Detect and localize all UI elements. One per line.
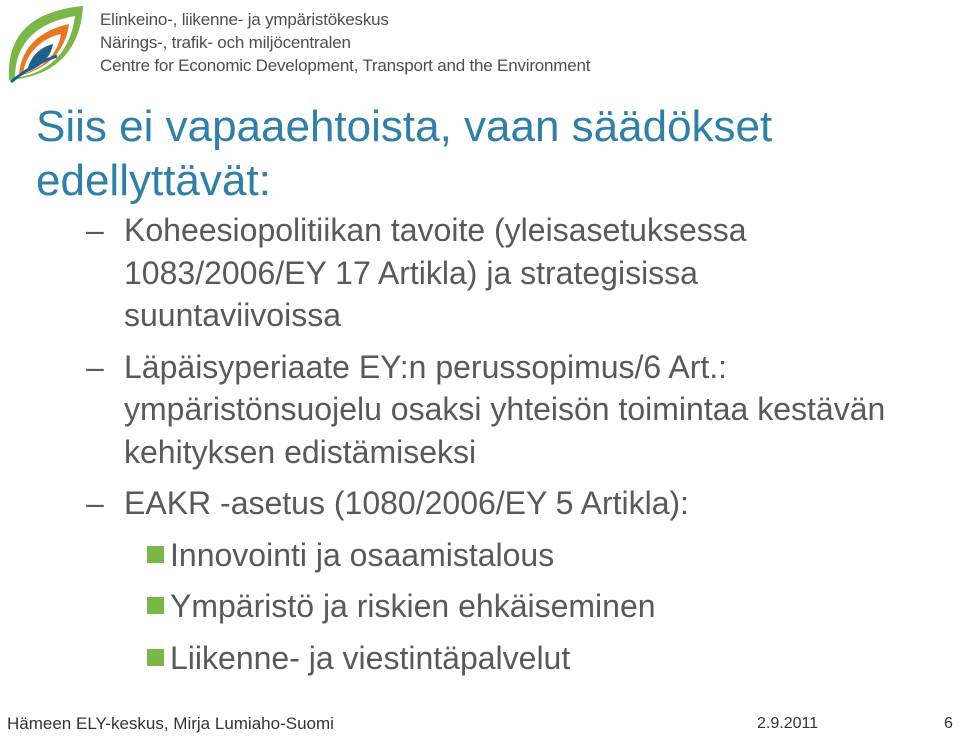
org-name-finnish: Elinkeino-, liikenne- ja ympäristökeskus xyxy=(100,10,389,29)
sub-bullet-text: Innovointi ja osaamistalous xyxy=(170,536,555,573)
sub-bullet-innovation xyxy=(0,534,960,577)
organization-name xyxy=(100,8,590,77)
bullet-text-line: Läpäisyperiaate EY:n perussopimus/6 Art.: xyxy=(124,348,728,385)
dash-bullet-marker: – xyxy=(86,485,104,521)
sub-bullet-text: Ympäristö ja riskien ehkäiseminen xyxy=(170,588,656,624)
bullet-list xyxy=(0,209,960,688)
square-bullet-icon xyxy=(147,649,164,666)
sub-bullet-transport xyxy=(0,637,960,680)
dash-bullet-marker: – xyxy=(86,348,104,385)
dash-bullet-marker: – xyxy=(86,212,104,248)
footer-author: Hämeen ELY-keskus, Mirja Lumiaho-Suomi xyxy=(7,714,334,733)
bullet-item-erdf-regulation xyxy=(0,482,960,525)
slide-title-line-2: edellyttävät: xyxy=(36,156,271,205)
slide-title xyxy=(36,100,772,208)
ely-leaf-logo-icon xyxy=(3,2,89,88)
slide-page-number: 6 xyxy=(944,715,953,732)
org-name-swedish: Närings-, trafik- och miljöcentralen xyxy=(100,33,351,52)
bullet-item-mainstreaming-principle xyxy=(0,346,960,474)
slide-title-line-1: Siis ei vapaaehtoista, vaan säädökset xyxy=(36,102,773,151)
square-bullet-icon xyxy=(147,597,164,614)
sub-bullet-text: Liikenne- ja viestintäpalvelut xyxy=(170,639,571,676)
square-bullet-icon xyxy=(147,546,164,563)
bullet-text-line: EAKR -asetus (1080/2006/EY 5 Artikla): xyxy=(124,485,690,521)
footer-date: 2.9.2011 xyxy=(757,715,819,732)
bullet-text-line: 1083/2006/EY 17 Artikla) ja strategisissa xyxy=(124,254,698,291)
org-name-english: Centre for Economic Development, Transport and the Environment xyxy=(100,56,591,75)
bullet-text-line: ympäristönsuojelu osaksi yhteisön toimintaa kestävän xyxy=(124,391,886,427)
sub-bullet-environment xyxy=(0,585,960,628)
bullet-item-cohesion-policy xyxy=(0,209,960,337)
bullet-text-line: Koheesiopolitiikan tavoite (yleisasetuksessa xyxy=(124,212,747,248)
bullet-text-line: kehityksen edistämiseksi xyxy=(124,433,477,470)
bullet-text-line: suuntaviivoissa xyxy=(124,297,341,333)
